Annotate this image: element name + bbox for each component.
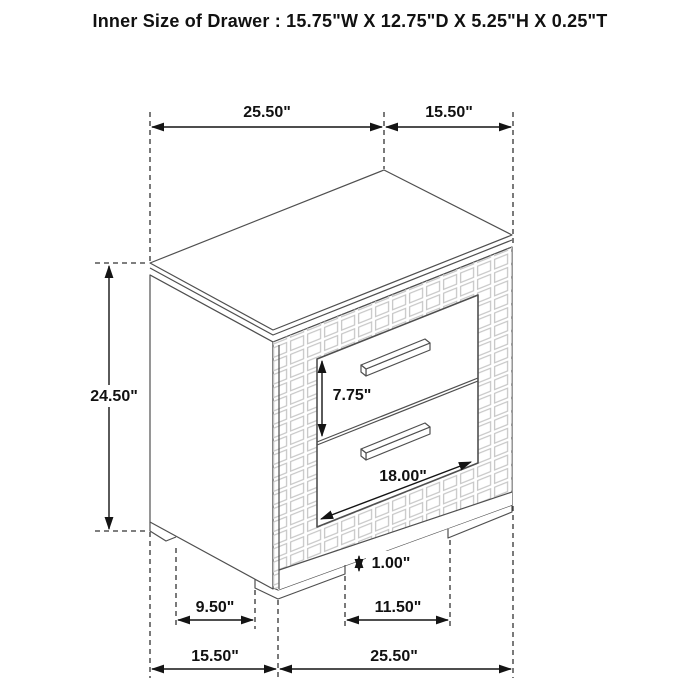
- dim-label-top-width: 25.50": [243, 104, 291, 121]
- left-side-panel: [150, 275, 273, 589]
- dim-label-bottom-width: 25.50": [370, 648, 418, 665]
- dim-label-side-gap: 9.50": [195, 599, 235, 616]
- dim-label-front-gap: 11.50": [374, 599, 422, 616]
- dim-label-top-depth: 15.50": [425, 104, 473, 121]
- dim-label-bottom-depth: 15.50": [191, 648, 239, 665]
- dim-label-clearance: 1.00": [371, 555, 411, 572]
- page-title: Inner Size of Drawer : 15.75"W X 12.75"D X 5.25"H X 0.25"T: [92, 11, 608, 31]
- dim-label-overall-height: 24.50": [90, 388, 138, 405]
- dim-label-drawer-height: 7.75": [332, 387, 372, 404]
- nightstand-drawing: [150, 170, 512, 599]
- dim-label-drawer-width: 18.00": [379, 468, 427, 485]
